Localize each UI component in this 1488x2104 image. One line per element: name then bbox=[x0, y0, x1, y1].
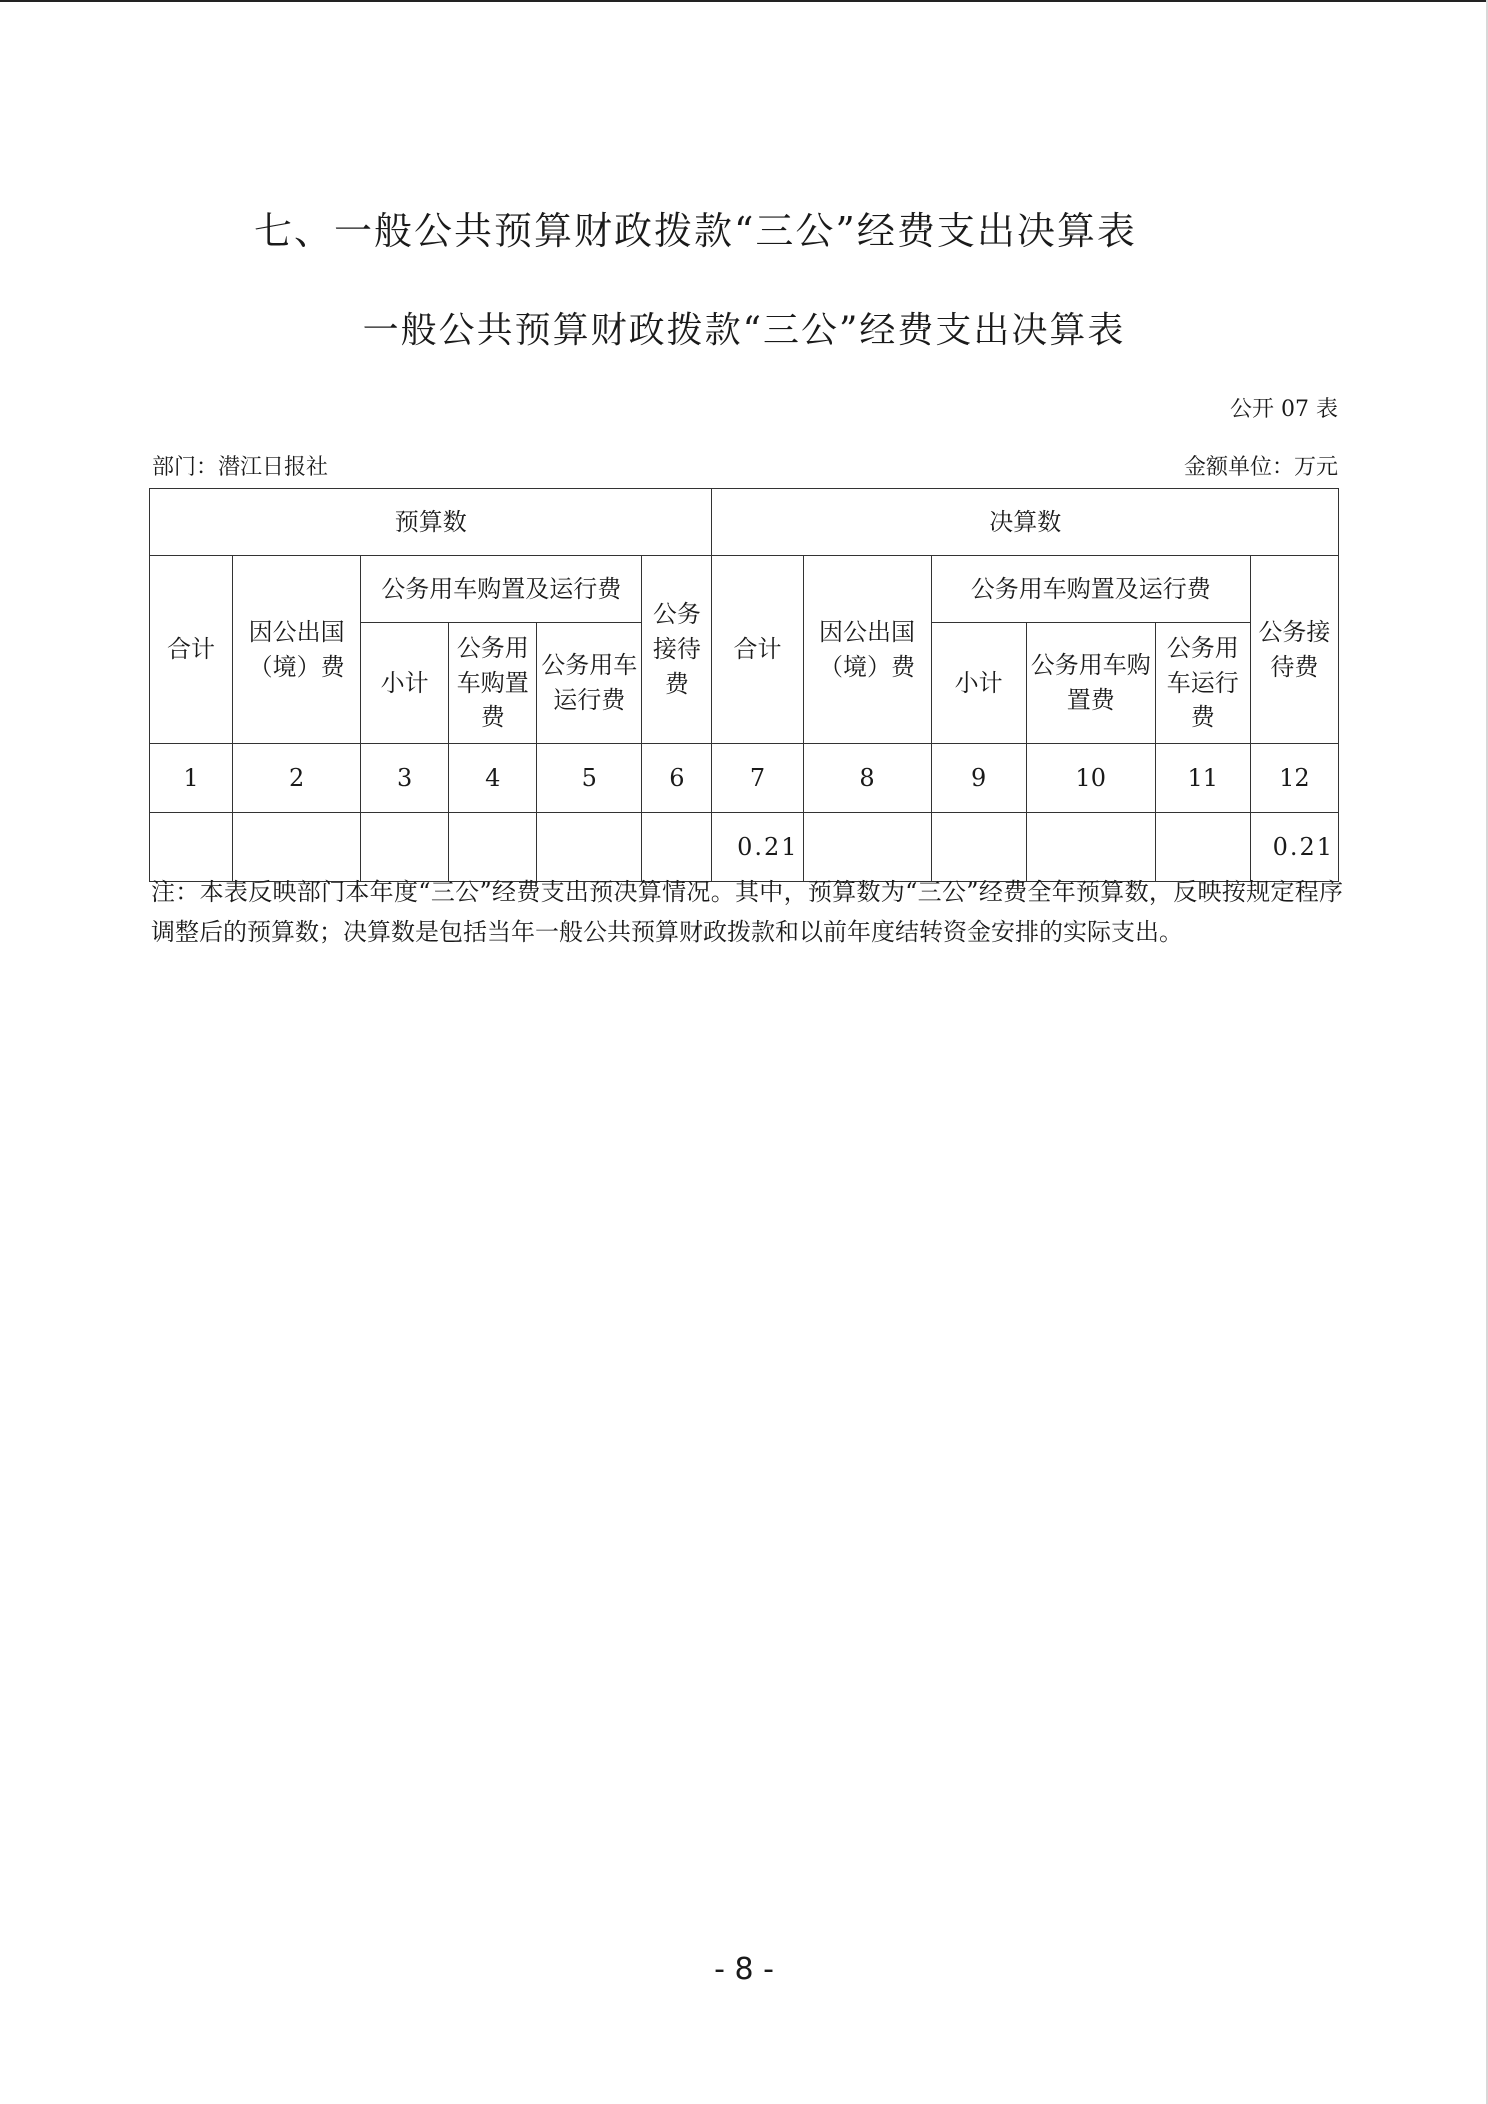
form-number: 公开 07 表 bbox=[1230, 397, 1338, 422]
table-note: 注：本表反映部门本年度“三公”经费支出预决算情况。其中，预算数为“三公”经费全年预算数，反映按规定程序调整后的预算数；决算数是包括当年一般公共预算财政拨款和以前年度结转资金安排的实际支出。 bbox=[151, 878, 1343, 946]
col-number: 2 bbox=[233, 744, 361, 813]
budget-total-header: 合计 bbox=[150, 556, 233, 744]
col-number: 3 bbox=[361, 744, 449, 813]
col-number: 1 bbox=[150, 744, 233, 813]
final-group-header: 决算数 bbox=[712, 489, 1339, 556]
col-number: 8 bbox=[803, 744, 931, 813]
table-title: 一般公共预算财政拨款“三公”经费支出决算表 bbox=[362, 310, 1126, 351]
col-number: 6 bbox=[642, 744, 712, 813]
final-abroad-header: 因公出国（境）费 bbox=[803, 556, 931, 744]
final-reception-header: 公务接待费 bbox=[1250, 556, 1338, 744]
final-total-header: 合计 bbox=[712, 556, 803, 744]
col-number: 10 bbox=[1026, 744, 1155, 813]
col-number: 7 bbox=[712, 744, 803, 813]
budget-car-purchase-header: 公务用车购置费 bbox=[449, 623, 537, 744]
department-label: 部门：潜江日报社 bbox=[152, 455, 329, 480]
final-car-group-header: 公务用车购置及运行费 bbox=[931, 556, 1250, 623]
budget-reception-header: 公务接待费 bbox=[642, 556, 712, 744]
final-total-value: 0.21 bbox=[712, 813, 803, 882]
final-car-purchase-header: 公务用车购置费 bbox=[1026, 623, 1155, 744]
budget-car-run-header: 公务用车运行费 bbox=[537, 623, 642, 744]
budget-car-group-header: 公务用车购置及运行费 bbox=[361, 556, 642, 623]
col-number: 12 bbox=[1250, 744, 1338, 813]
col-number: 5 bbox=[537, 744, 642, 813]
page-number: - 8 - bbox=[714, 1952, 774, 1987]
col-number: 9 bbox=[931, 744, 1026, 813]
section-heading: 七、一般公共预算财政拨款“三公”经费支出决算表 bbox=[254, 209, 1137, 253]
amount-unit-label: 金额单位：万元 bbox=[1183, 455, 1338, 480]
final-reception-value: 0.21 bbox=[1250, 813, 1338, 882]
final-car-run-header: 公务用车运行费 bbox=[1155, 623, 1250, 744]
page-top-border bbox=[0, 0, 1488, 2]
col-number: 11 bbox=[1155, 744, 1250, 813]
col-number: 4 bbox=[449, 744, 537, 813]
column-number-row bbox=[150, 744, 1339, 813]
three-public-expenses-table bbox=[149, 488, 1339, 882]
final-subtotal-header: 小计 bbox=[931, 623, 1026, 744]
budget-group-header: 预算数 bbox=[150, 489, 712, 556]
budget-subtotal-header: 小计 bbox=[361, 623, 449, 744]
budget-abroad-header: 因公出国（境）费 bbox=[233, 556, 361, 744]
